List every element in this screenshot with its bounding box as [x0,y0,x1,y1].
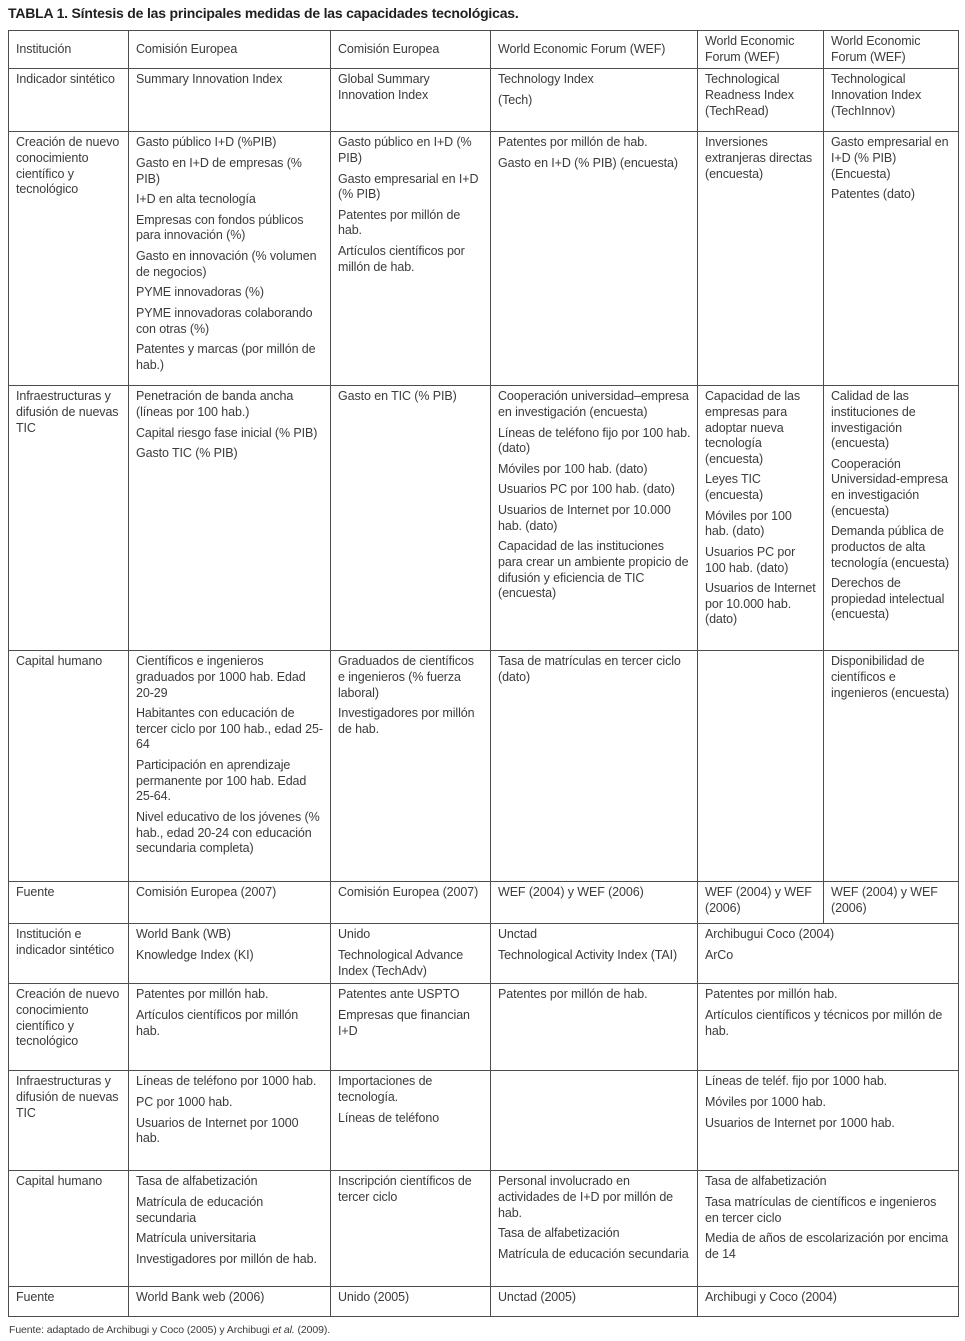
table-cell [129,132,331,386]
table-row [9,651,959,882]
header-cell-comision-europea-1: Comisión Europea [129,31,331,69]
cell-line: Tasa matrículas de científicos e ingenieros en tercer ciclo [705,1194,937,1225]
cell-line: Personal involucrado en actividades de I+D por millón de hab. [498,1174,674,1220]
cell-line: Tasa de alfabetización [498,1226,620,1241]
table-cell [698,386,824,651]
table-cell [698,69,824,132]
cell-line: Institución e indicador sintético [16,927,115,957]
cell-line: Unctad (2005) [498,1290,576,1305]
cell-line: Gasto público en I+D (% PIB) [338,135,472,165]
cell-line: Móviles por 100 hab. (dato) [498,461,648,476]
table-row [9,69,959,132]
cell-line: Líneas de teléfono [338,1110,440,1125]
table-cell [129,882,331,924]
cell-line: Matrícula de educación secundaria [136,1194,264,1225]
cell-line: Investigadores por millón de hab. [136,1251,317,1266]
table-cell [698,984,959,1071]
cell-line: Graduados de científicos e ingenieros (% fuerza laboral) [338,654,474,700]
cell-line: I+D en alta tecnología [136,192,256,207]
cell-line: Gasto empresarial en I+D (% PIB) [338,171,479,202]
cell-line: Patentes y marcas (por millón de hab.) [136,342,316,372]
cell-line: Capital humano [16,654,103,669]
cell-line: Artículos científicos por millón de hab. [338,244,465,274]
cell-line: Gasto público I+D (%PIB) [136,135,277,150]
cell-line: Creación de nuevo conocimiento científico y tecnológico [16,135,120,197]
cell-line: Capital humano [16,1174,103,1189]
table-cell [129,1071,331,1171]
table-cell [129,69,331,132]
cell-line: Patentes por millón hab. [705,987,838,1002]
table-cell [824,69,959,132]
table-cell [129,924,331,984]
cell-line: Empresas con fondos públicos para innovación (%) [136,212,304,243]
table-cell [491,69,698,132]
table-cell [331,882,491,924]
cell-line: Artículos científicos por millón hab. [136,1007,299,1038]
cell-line: Comisión Europea (2007) [338,885,479,900]
cell-line: Empresas que financian I+D [338,1007,470,1038]
cell-line: Gasto en I+D de empresas (% PIB) [136,155,302,186]
cell-line: Líneas de teléfono por 1000 hab. [136,1074,317,1089]
row-label-infraestructuras-2 [9,1071,129,1171]
row-label-creacion-1 [9,132,129,386]
table-cell [491,386,698,651]
cell-line: WEF (2004) y WEF (2006) [831,885,938,915]
cell-line: Líneas de teléf. fijo por 1000 hab. [705,1074,888,1089]
cell-line: Patentes por millón de hab. [498,135,648,150]
table-cell [331,1287,491,1317]
table-cell [698,651,824,882]
table-row [9,924,959,984]
cell-line: Usuarios de Internet por 10.000 hab. (dato) [705,581,816,627]
cell-line: Cooperación Universidad-empresa en investigación (encuesta) [831,456,948,518]
cell-line: Matrícula de educación secundaria [498,1246,689,1261]
cell-line: Patentes por millón de hab. [498,987,648,1002]
cell-line: Gasto en innovación (% volumen de negocios) [136,249,317,279]
cell-line: Global Summary Innovation Index [338,72,430,102]
table-row [9,1171,959,1287]
cell-line: Media de años de escolarización por encima de 14 [705,1231,949,1261]
cell-line: Comisión Europea (2007) [136,885,277,900]
cell-line: Usuarios de Internet por 1000 hab. [136,1115,299,1146]
table-cell [698,924,959,984]
cell-line: Unido [338,927,371,942]
cell-line: Capacidad de las empresas para adoptar nueva tecnología (encuesta) [705,389,800,466]
table-cell [698,1171,959,1287]
cell-line: Demanda pública de productos de alta tecnología (encuesta) [831,524,950,570]
cell-line: Technology Index [498,72,594,87]
table-cell [491,924,698,984]
table-cell [129,984,331,1071]
table-cell [331,69,491,132]
cell-line: WEF (2004) y WEF (2006) [498,885,644,900]
table-row [9,1287,959,1317]
table-cell [129,1287,331,1317]
cell-line: Tasa de alfabetización [705,1174,827,1189]
cell-line: Technological Activity Index (TAI) [498,947,678,962]
cell-line: PYME innovadoras colaborando con otras (%) [136,305,313,336]
header-row [9,31,959,69]
table-cell [698,882,824,924]
cell-line: Cooperación universidad–empresa en investigación (encuesta) [498,389,689,419]
cell-line: Usuarios PC por 100 hab. (dato) [498,482,675,497]
table-row [9,132,959,386]
source-note-text: Fuente: adaptado de Archibugi y Coco (2005) y Archibugi [9,1324,273,1337]
table-cell [331,984,491,1071]
header-cell-wef-3: World Economic Forum (WEF) [824,31,959,69]
table-cell [698,132,824,386]
cell-line: Patentes (dato) [831,187,915,202]
table-cell [491,1171,698,1287]
row-label-creacion-2 [9,984,129,1071]
table-cell [824,651,959,882]
table-cell [129,386,331,651]
cell-line: Disponibilidad de científicos e ingenieros (encuesta) [831,654,950,700]
cell-line: Patentes por millón hab. [136,987,269,1002]
cell-line: Unido (2005) [338,1290,410,1305]
cell-line: World Bank (WB) [136,927,231,942]
row-label-capital-humano-2 [9,1171,129,1287]
table-cell [491,132,698,386]
header-cell-institucion: Institución [9,31,129,69]
table-cell [331,386,491,651]
table-row [9,386,959,651]
cell-line: Móviles por 100 hab. (dato) [705,508,792,539]
cell-line: Technological Readness Index (TechRead) [705,72,794,118]
cell-line: Líneas de teléfono fijo por 100 hab. (dato) [498,425,691,456]
cell-line: Inscripción científicos de tercer ciclo [338,1174,472,1204]
cell-line: Gasto en TIC (% PIB) [338,389,457,404]
cell-line: Artículos científicos y técnicos por millón de hab. [705,1007,943,1038]
table-cell [491,1287,698,1317]
source-note [9,1324,958,1336]
table-row [9,882,959,924]
header-cell-wef-1: World Economic Forum (WEF) [491,31,698,69]
table-cell [824,882,959,924]
cell-line: Gasto empresarial en I+D (% PIB) (Encuesta) [831,135,949,181]
cell-line: Científicos e ingenieros graduados por 1000 hab. Edad 20-29 [136,654,306,700]
cell-line: Summary Innovation Index [136,72,283,87]
table-title: TABLA 1. Síntesis de las principales medidas de las capacidades tecnológicas. [8,5,519,21]
cell-line: Móviles por 1000 hab. [705,1094,826,1109]
cell-line: Usuarios PC por 100 hab. (dato) [705,544,796,575]
row-label-capital-humano-1 [9,651,129,882]
row-label-fuente-1 [9,882,129,924]
cell-line: Investigadores por millón de hab. [338,706,475,736]
source-note-italic: et al. [272,1324,295,1337]
cell-line: Patentes ante USPTO [338,987,460,1002]
cell-line: Unctad [498,927,538,942]
table-cell [491,984,698,1071]
cell-line: Technological Advance Index (TechAdv) [338,947,464,978]
cell-line: Fuente [16,885,55,900]
cell-line: PYME innovadoras (%) [136,285,264,300]
cell-line: (Tech) [498,92,533,107]
cell-line: Usuarios de Internet por 1000 hab. [705,1115,895,1130]
table-row [9,1071,959,1171]
table-cell [331,924,491,984]
cell-line: Participación en aprendizaje permanente por 100 hab. Edad 25-64. [136,758,307,804]
source-note-text: (2009). [294,1324,331,1337]
cell-line: Indicador sintético [16,72,115,87]
cell-line: Derechos de propiedad intelectual (encuesta) [831,576,945,622]
row-label-fuente-2 [9,1287,129,1317]
cell-line: Importaciones de tecnología. [338,1074,433,1104]
table-cell [824,386,959,651]
cell-line: Archibugi y Coco (2004) [705,1290,837,1305]
cell-line: WEF (2004) y WEF (2006) [705,885,812,915]
cell-line: Tasa de alfabetización [136,1174,258,1189]
cell-line: Nivel educativo de los jóvenes (% hab., edad 20-24 con educación secundaria completa) [136,809,320,856]
cell-line: Inversiones extranjeras directas (encuesta) [705,135,813,181]
cell-line: Gasto en I+D (% PIB) (encuesta) [498,155,678,170]
cell-line: Habitantes con educación de tercer ciclo por 100 hab., edad 25-64 [136,706,323,752]
cell-line: Capacidad de las instituciones para crear un ambiente propicio de difusión y eficiencia de TIC (encuesta) [498,539,689,601]
table-cell [331,1171,491,1287]
cell-line: Penetración de banda ancha (líneas por 100 hab.) [136,389,294,419]
cell-line: Technological Innovation Index (TechInnov) [831,72,922,118]
cell-line: World Bank web (2006) [136,1290,265,1305]
table-cell [331,132,491,386]
cell-line: Tasa de matrículas en tercer ciclo (dato) [498,654,681,684]
table-cell [491,1071,698,1171]
table-cell [491,651,698,882]
row-label-indicador-sintetico [9,69,129,132]
header-cell-comision-europea-2: Comisión Europea [331,31,491,69]
table-cell [129,1171,331,1287]
cell-line: Knowledge Index (KI) [136,947,254,962]
header-cell-wef-2: World Economic Forum (WEF) [698,31,824,69]
cell-line: Usuarios de Internet por 10.000 hab. (dato) [498,503,671,533]
cell-line: Leyes TIC (encuesta) [705,472,764,502]
cell-line: Matrícula universitaria [136,1231,256,1246]
cell-line: Patentes por millón de hab. [338,207,461,238]
table-cell [331,651,491,882]
row-label-infraestructuras-1 [9,386,129,651]
capacities-table [8,30,959,1317]
cell-line: Calidad de las instituciones de investigación (encuesta) [831,389,916,451]
cell-line: Creación de nuevo conocimiento científico y tecnológico [16,987,120,1049]
cell-line: Infraestructuras y difusión de nuevas TIC [16,389,119,435]
cell-line: Archibugui Coco (2004) [705,927,835,942]
cell-line: ArCo [705,947,734,962]
table-cell [824,132,959,386]
cell-line: Capital riesgo fase inicial (% PIB) [136,425,318,440]
cell-line: Fuente [16,1290,55,1305]
cell-line: Infraestructuras y difusión de nuevas TIC [16,1074,119,1120]
table-cell [331,1071,491,1171]
table-cell [129,651,331,882]
table-cell [698,1071,959,1171]
cell-line: Gasto TIC (% PIB) [136,446,238,461]
table-cell [491,882,698,924]
row-label-institucion-indicador [9,924,129,984]
table-cell [698,1287,959,1317]
cell-line: PC por 1000 hab. [136,1094,233,1109]
table-row [9,984,959,1071]
